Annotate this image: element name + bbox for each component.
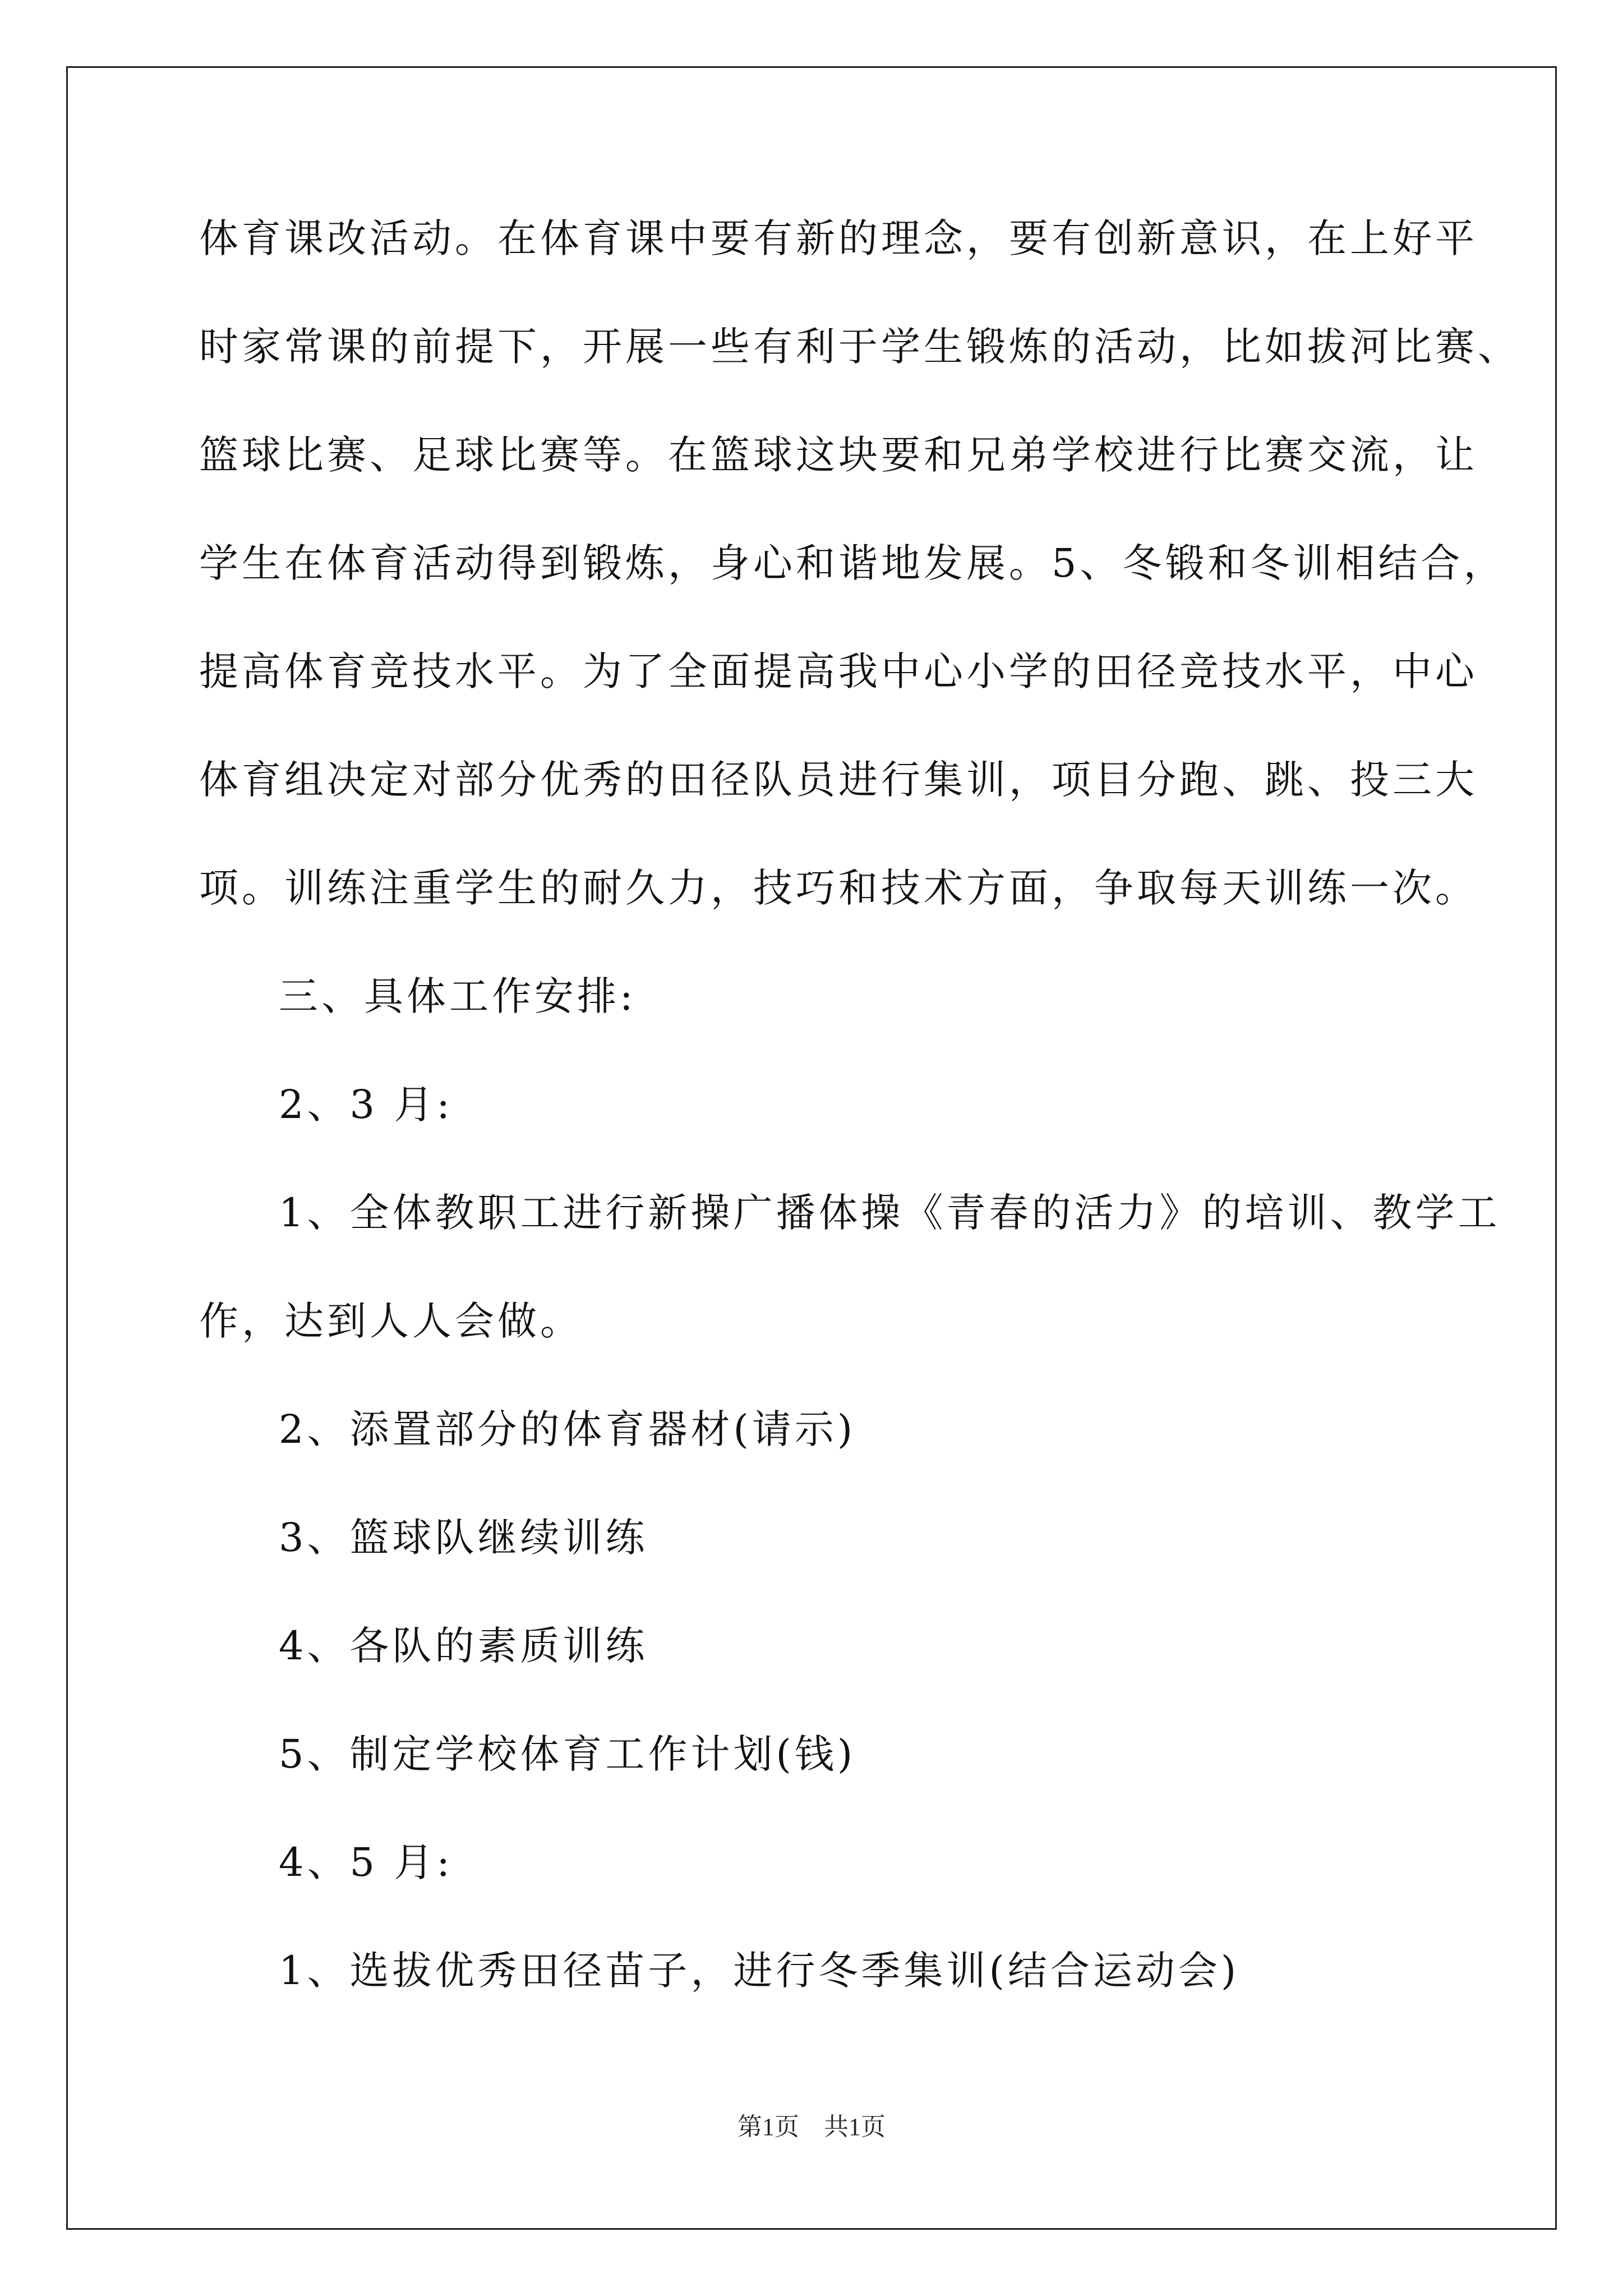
section-heading: 三、具体工作安排:: [279, 973, 637, 1019]
paragraph-line: 篮球比赛、足球比赛等。在篮球这块要和兄弟学校进行比赛交流，让: [199, 432, 1478, 478]
page-number-footer: 第1页 共1页: [737, 2113, 886, 2141]
list-item: 5、制定学校体育工作计划(钱): [279, 1731, 856, 1777]
paragraph-line: 体育课改活动。在体育课中要有新的理念，要有创新意识，在上好平: [199, 215, 1478, 261]
subsection-heading: 2、3 月:: [279, 1082, 453, 1128]
list-item: 3、篮球队继续训练: [279, 1515, 648, 1561]
paragraph-line: 项。训练注重学生的耐久力，技巧和技术方面，争取每天训练一次。: [199, 865, 1478, 911]
page-frame: [66, 66, 1557, 2230]
paragraph-line: 时家常课的前提下，开展一些有利于学生锻炼的活动，比如拔河比赛、: [199, 324, 1520, 370]
list-item: 4、各队的素质训练: [279, 1623, 648, 1669]
list-item: 2、添置部分的体育器材(请示): [279, 1406, 856, 1452]
paragraph-line: 学生在体育活动得到锻炼，身心和谐地发展。5、冬锻和冬训相结合，: [199, 540, 1506, 586]
subsection-heading: 4、5 月:: [279, 1839, 453, 1885]
list-item-continuation: 作，达到人人会做。: [199, 1298, 583, 1344]
paragraph-line: 体育组决定对部分优秀的田径队员进行集训，项目分跑、跳、投三大: [199, 757, 1478, 803]
list-item: 1、全体教职工进行新操广播体操《青春的活力》的培训、教学工: [279, 1190, 1501, 1236]
paragraph-line: 提高体育竞技水平。为了全面提高我中心小学的田径竞技水平，中心: [199, 648, 1478, 694]
list-item: 1、选拔优秀田径苗子，进行冬季集训(结合运动会): [279, 1948, 1240, 1994]
